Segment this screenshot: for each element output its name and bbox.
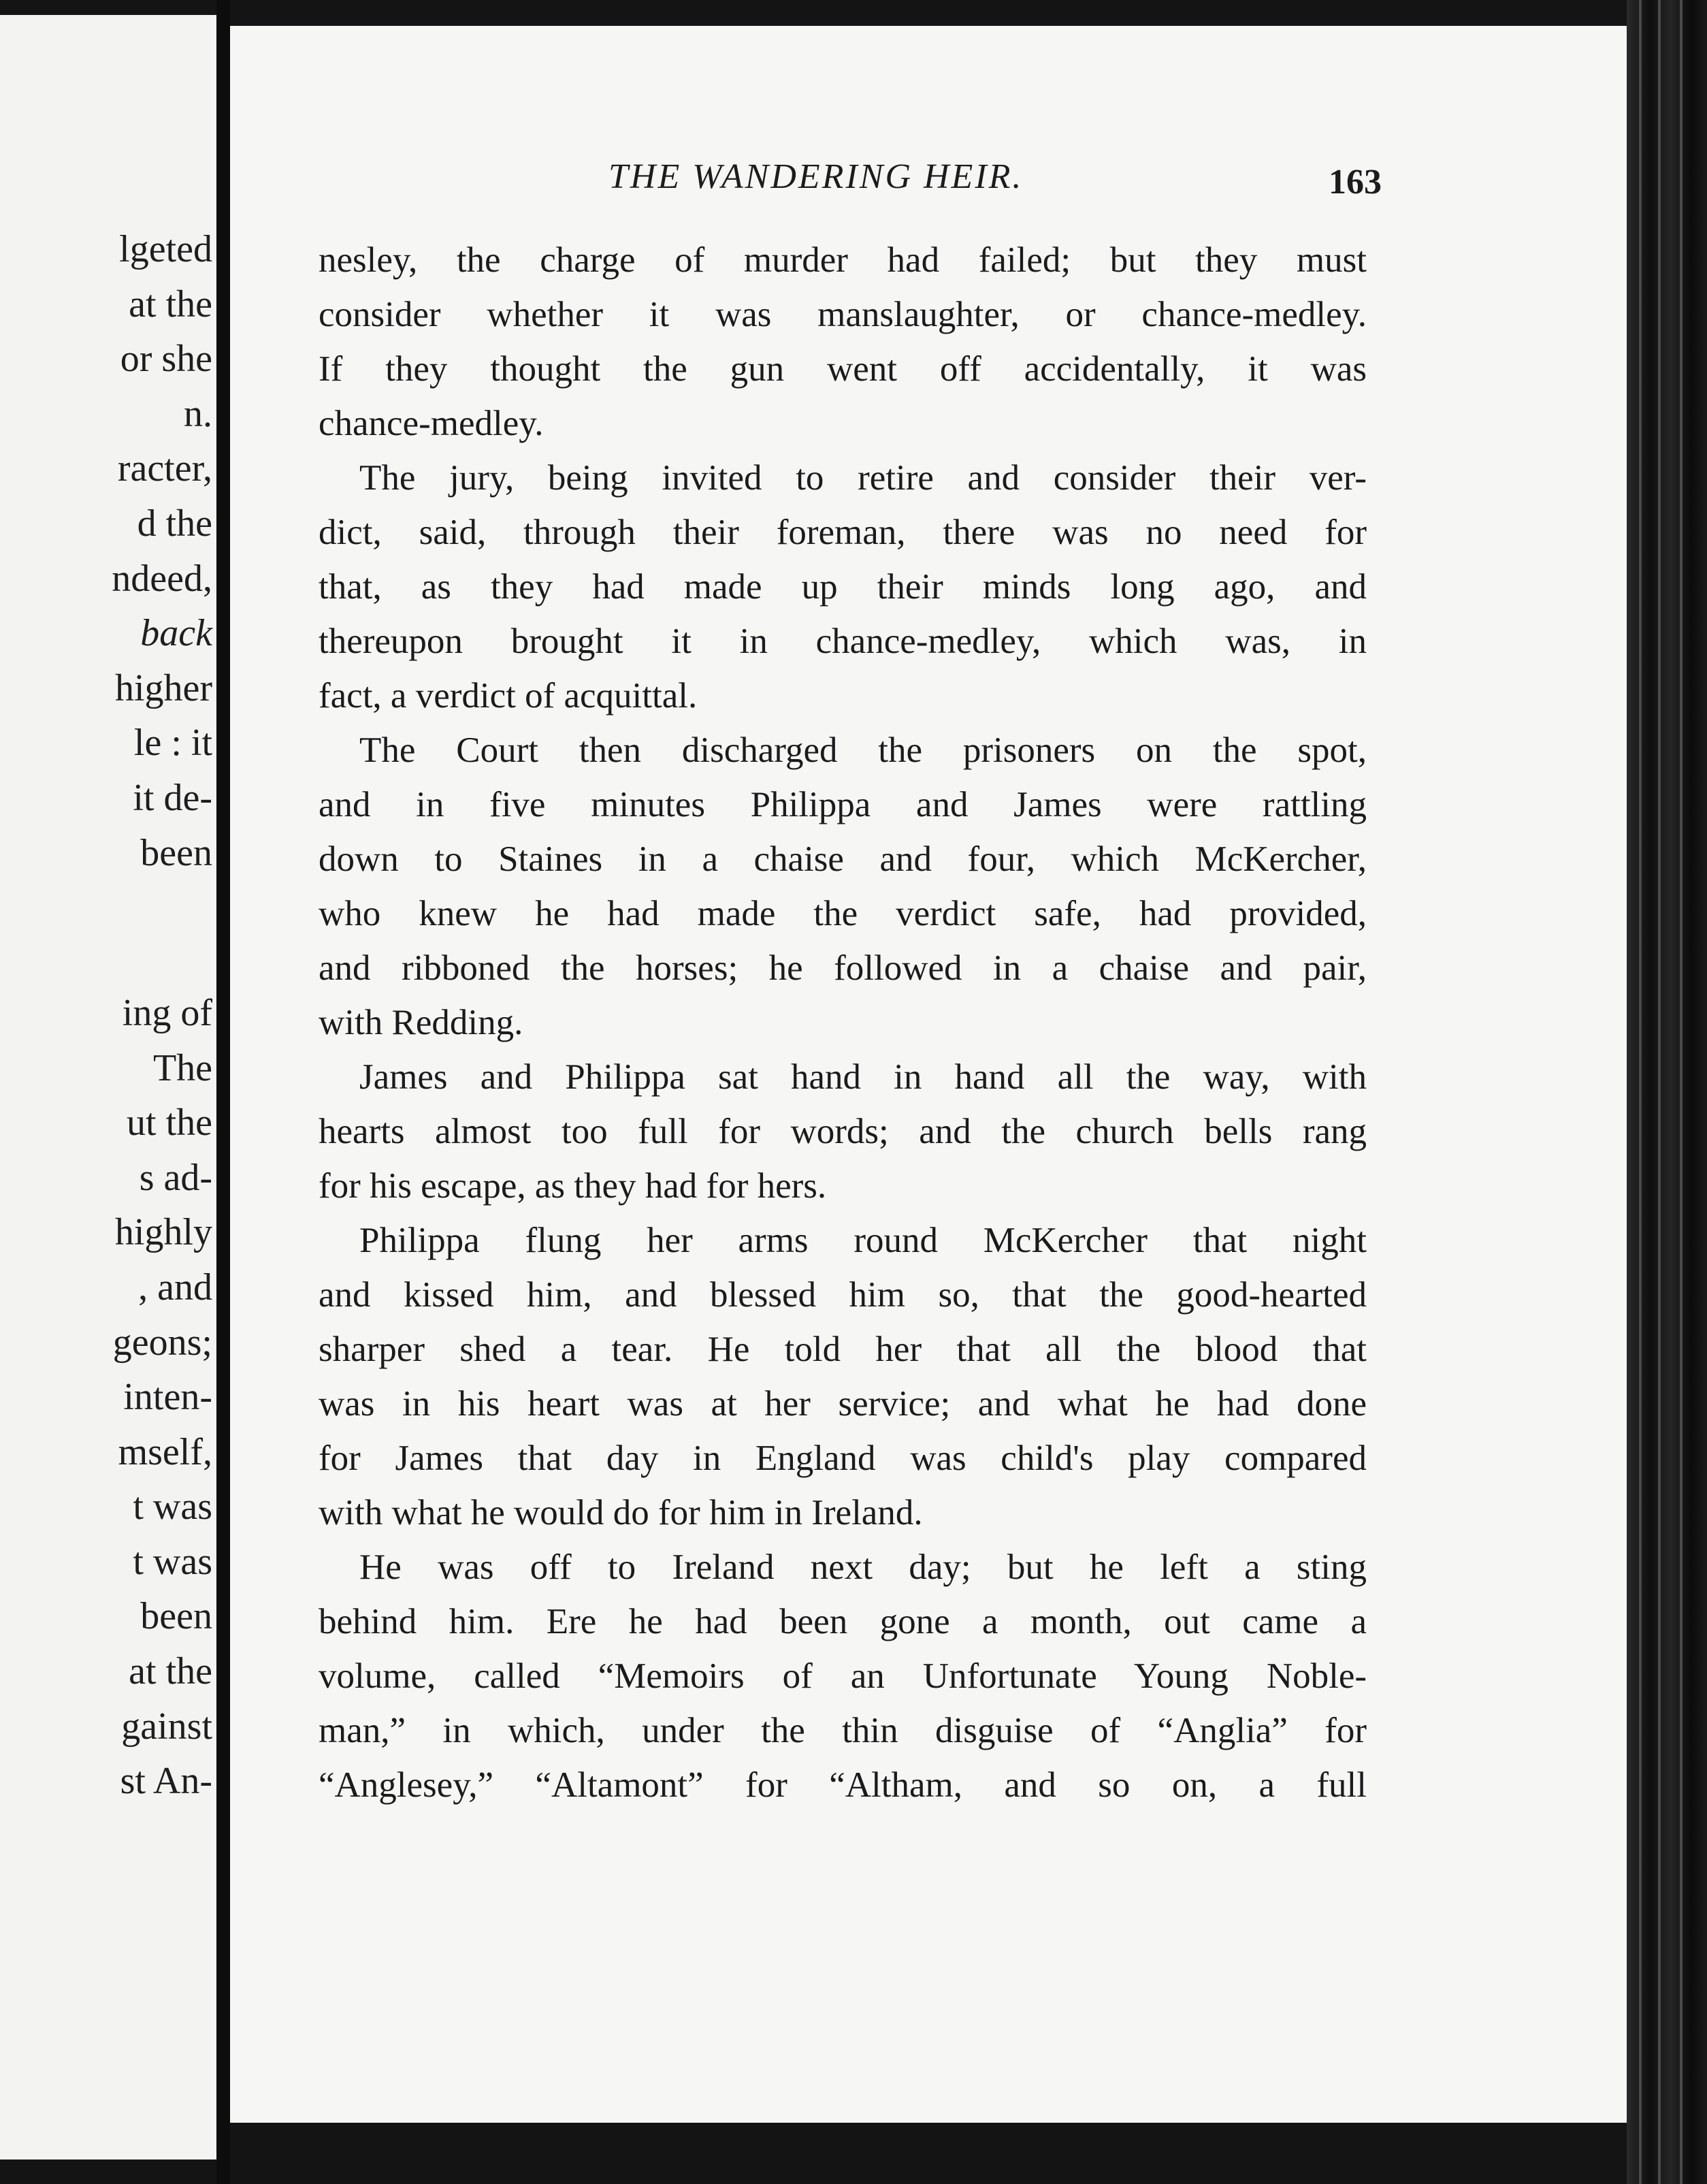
body-line: that, as they had made up their minds long ago, and — [319, 567, 1367, 607]
book-edge-line — [1680, 0, 1682, 2184]
book-edge-line — [1639, 0, 1642, 2184]
body-line: If they thought the gun went off accidentally, it was — [319, 349, 1367, 389]
body-line: dict, said, through their foreman, there was no need for — [319, 513, 1367, 552]
left-page-line: d the — [137, 502, 212, 545]
left-page-line: higher — [114, 667, 212, 709]
body-line: with what he would do for him in Ireland. — [319, 1493, 923, 1532]
body-line: hearts almost too full for words; and the church bells rang — [319, 1112, 1367, 1151]
left-page-line: highly — [114, 1211, 212, 1253]
body-line: thereupon brought it in chance-medley, which was, in — [319, 622, 1367, 661]
left-page-line: n. — [184, 393, 212, 435]
book-edge-line — [1658, 0, 1661, 2184]
left-page-line: been — [140, 1595, 212, 1637]
body-line: The Court then discharged the prisoners on the spot, — [359, 730, 1367, 770]
body-line: and kissed him, and blessed him so, that the good-hearted — [319, 1275, 1367, 1315]
book-page — [230, 26, 1627, 2123]
left-page-line: s ad- — [139, 1157, 212, 1199]
left-page-line: inten- — [123, 1376, 212, 1418]
body-line: who knew he had made the verdict safe, had provided, — [319, 894, 1367, 933]
left-page-line: back — [140, 612, 212, 654]
body-line: volume, called “Memoirs of an Unfortunate Young Noble- — [319, 1656, 1367, 1696]
left-page-line: lgeted — [119, 228, 212, 270]
left-page-line: been — [140, 832, 212, 874]
running-title: THE WANDERING HEIR. — [608, 157, 1024, 196]
body-line: nesley, the charge of murder had failed; but they must — [319, 240, 1367, 280]
left-page-line: ut the — [127, 1102, 212, 1144]
left-page-line: it de- — [133, 777, 212, 819]
body-line: down to Staines in a chaise and four, which McKercher, — [319, 839, 1367, 879]
body-line: Philippa flung her arms round McKercher that night — [359, 1221, 1367, 1260]
body-line: behind him. Ere he had been gone a month, out came a — [319, 1602, 1367, 1641]
left-page-line: t was — [133, 1541, 212, 1583]
body-line: The jury, being invited to retire and consider their ver- — [359, 458, 1367, 498]
body-line: “Anglesey,” “Altamont” for “Altham, and so on, a full — [319, 1765, 1367, 1805]
left-page-line: or she — [120, 338, 212, 380]
left-page-line: t was — [133, 1486, 212, 1528]
left-page-line: ndeed, — [112, 558, 212, 600]
body-line: for James that day in England was child's play compared — [319, 1439, 1367, 1478]
left-page-line: st An- — [120, 1760, 212, 1802]
body-line: and in five minutes Philippa and James were rattling — [319, 785, 1367, 824]
left-page-line: gainst — [121, 1705, 212, 1748]
body-line: man,” in which, under the thin disguise of “Anglia” for — [319, 1711, 1367, 1750]
page-number: 163 — [1329, 163, 1382, 202]
body-line: for his escape, as they had for hers. — [319, 1166, 827, 1206]
body-line: chance-medley. — [319, 404, 544, 443]
body-line: with Redding. — [319, 1003, 523, 1042]
left-page-line: at the — [129, 283, 212, 325]
book-edge — [1627, 0, 1707, 2184]
left-page-line: at the — [129, 1650, 212, 1692]
body-line: He was off to Ireland next day; but he left a sting — [359, 1547, 1367, 1587]
body-line: and ribboned the horses; he followed in a chaise and pair, — [319, 948, 1367, 988]
left-page-line: mself, — [118, 1431, 212, 1473]
body-line: James and Philippa sat hand in hand all the way, with — [359, 1057, 1367, 1097]
body-line: was in his heart was at her service; and what he had done — [319, 1384, 1367, 1424]
left-page-line: ing of — [122, 992, 212, 1034]
body-line: consider whether it was manslaughter, or chance-medley. — [319, 295, 1367, 334]
left-page-line: racter, — [117, 447, 212, 489]
book-gutter — [216, 0, 230, 2184]
left-page-line: , and — [138, 1266, 212, 1308]
left-page-fragment — [0, 15, 216, 2159]
body-line: sharper shed a tear. He told her that all the blood that — [319, 1330, 1367, 1369]
left-page-line: le : it — [133, 722, 212, 764]
body-line: fact, a verdict of acquittal. — [319, 676, 698, 716]
left-page-line: The — [152, 1047, 212, 1089]
left-page-line: geons; — [112, 1321, 212, 1364]
